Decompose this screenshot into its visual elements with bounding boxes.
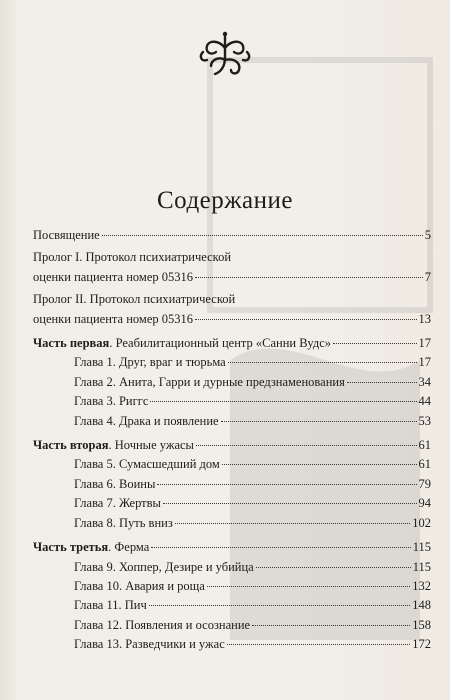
toc-part-title: Часть вторая <box>33 438 109 453</box>
toc-label: . Ферма <box>108 540 150 555</box>
dot-leader <box>221 421 417 422</box>
dot-leader <box>347 382 417 383</box>
toc-page-number: 13 <box>418 311 431 326</box>
toc-entry-chapter-9[interactable] <box>33 558 431 577</box>
toc-label: Глава 1. Друг, враг и тюрьма <box>74 355 226 370</box>
toc-label: оценки пациента номер 05316 <box>33 269 193 284</box>
toc-entry-prologue-2[interactable] <box>33 290 431 329</box>
toc-label: Глава 4. Драка и появление <box>74 413 219 428</box>
toc-page-number: 61 <box>418 457 431 472</box>
dot-leader <box>256 567 411 568</box>
toc-entry-chapter-1[interactable] <box>33 353 431 372</box>
toc-entry-chapter-3[interactable] <box>33 392 431 411</box>
dot-leader <box>163 503 417 504</box>
dot-leader <box>228 362 417 363</box>
toc-page-number: 53 <box>418 413 431 428</box>
toc-entry-chapter-4[interactable] <box>33 412 431 431</box>
dot-leader <box>252 625 410 626</box>
dot-leader <box>207 586 410 587</box>
toc-entry-chapter-12[interactable] <box>33 616 431 635</box>
dot-leader <box>149 605 410 606</box>
toc-entry-part-2[interactable] <box>33 436 431 455</box>
toc-entry-chapter-5[interactable] <box>33 455 431 474</box>
toc-entry-chapter-11[interactable] <box>33 596 431 615</box>
dot-leader <box>151 547 410 548</box>
toc-label: оценки пациента номер 05316 <box>33 311 193 326</box>
table-of-contents <box>33 226 431 655</box>
toc-page-number: 115 <box>412 540 431 555</box>
toc-label: Глава 3. Риггс <box>74 394 149 409</box>
toc-entry-part-1[interactable] <box>33 334 431 353</box>
dot-leader <box>175 523 410 524</box>
toc-label: Глава 7. Жертвы <box>74 496 161 511</box>
dot-leader <box>222 464 417 465</box>
toc-label-line1: Пролог II. Протокол психиатрической <box>33 292 236 307</box>
toc-label: Глава 12. Появления и осознание <box>74 617 251 632</box>
dot-leader <box>157 484 416 485</box>
toc-entry-dedication[interactable] <box>33 226 431 245</box>
dot-leader <box>150 401 416 402</box>
toc-entry-chapter-8[interactable] <box>33 514 431 533</box>
toc-page-number: 5 <box>424 228 431 242</box>
toc-page-number: 148 <box>412 598 431 613</box>
toc-label: Глава 6. Воины <box>74 476 156 491</box>
toc-label: Глава 2. Анита, Гарри и дурные предзнаменования <box>74 374 345 389</box>
toc-page-number: 17 <box>418 336 431 351</box>
dot-leader <box>195 277 423 278</box>
toc-page-number: 7 <box>424 269 431 284</box>
toc-entry-chapter-2[interactable] <box>33 373 431 392</box>
toc-label: Глава 13. Разведчики и ужас <box>74 637 225 652</box>
toc-page-number: 132 <box>412 578 431 593</box>
toc-label: Глава 8. Путь вниз <box>74 515 173 530</box>
toc-label: Глава 5. Сумасшедший дом <box>74 457 220 472</box>
toc-page-number: 115 <box>412 559 431 574</box>
toc-page-number: 44 <box>418 394 431 409</box>
toc-page-number: 94 <box>418 496 431 511</box>
toc-page-number: 79 <box>418 476 431 491</box>
toc-page-number: 34 <box>418 374 431 389</box>
toc-page-number: 17 <box>418 355 431 370</box>
toc-entry-chapter-7[interactable] <box>33 494 431 513</box>
toc-entry-prologue-1[interactable] <box>33 248 431 287</box>
dot-leader <box>333 343 417 344</box>
toc-page-number: 61 <box>418 438 431 453</box>
toc-entry-chapter-13[interactable] <box>33 635 431 654</box>
dot-leader <box>227 644 411 645</box>
toc-label: Глава 9. Хоппер, Дезире и убийца <box>74 559 254 574</box>
toc-label: . Ночные ужасы <box>108 438 194 453</box>
dot-leader <box>196 445 417 446</box>
toc-page-number: 158 <box>412 617 431 632</box>
toc-page-number: 172 <box>412 637 431 652</box>
toc-page-number: 102 <box>412 515 431 530</box>
toc-label: Глава 11. Пич <box>74 598 147 613</box>
page-title: Содержание <box>157 186 293 214</box>
toc-part-title: Часть третья <box>33 540 109 555</box>
dot-leader <box>195 319 417 320</box>
toc-label: Посвящение <box>33 228 100 242</box>
toc-entry-chapter-10[interactable] <box>33 577 431 596</box>
dot-leader <box>102 235 423 236</box>
toc-label: . Реабилитационный центр «Санни Вудс» <box>109 336 331 351</box>
toc-label-line1: Пролог I. Протокол психиатрической <box>33 250 232 265</box>
toc-part-title: Часть первая <box>33 336 110 351</box>
floral-ornament-icon <box>195 30 255 78</box>
toc-label: Глава 10. Авария и роща <box>74 578 205 593</box>
toc-entry-part-3[interactable] <box>33 538 431 557</box>
toc-entry-chapter-6[interactable] <box>33 475 431 494</box>
